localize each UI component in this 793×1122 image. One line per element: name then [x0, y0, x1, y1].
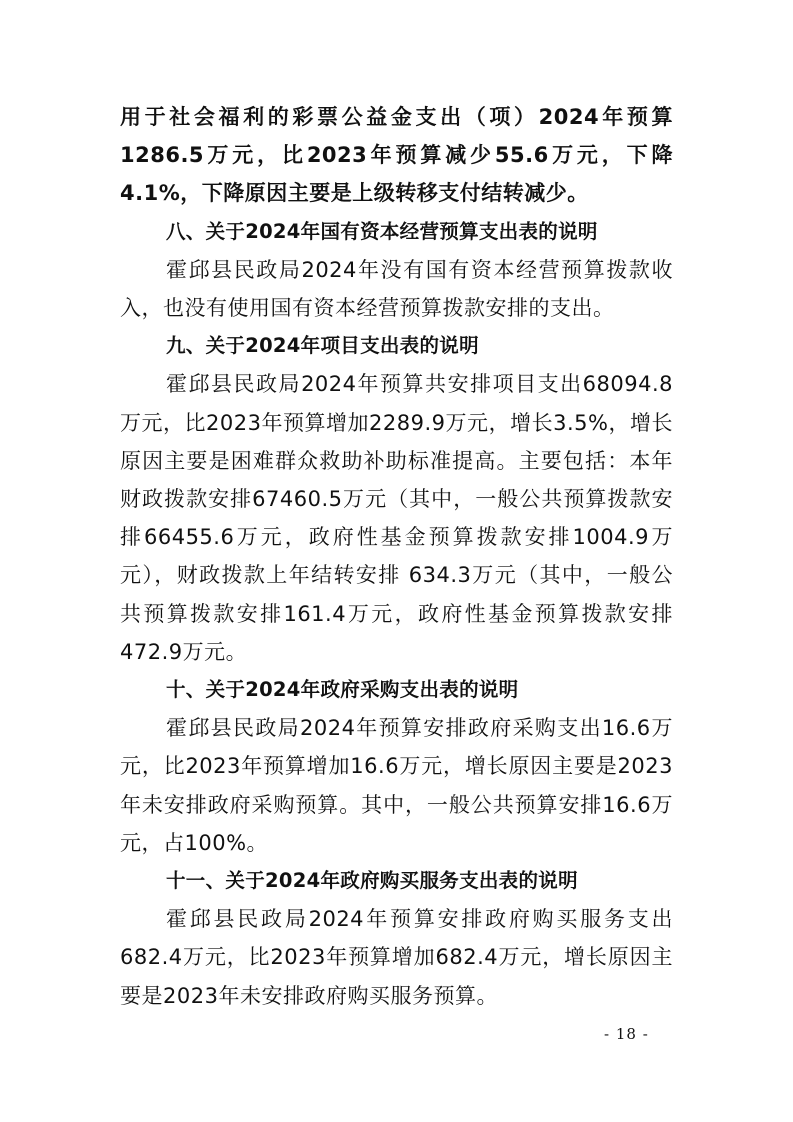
heading-section-10: 十、关于2024年政府采购支出表的说明	[166, 678, 519, 702]
paragraph-project-expenditure: 霍邱县民政局2024年预算共安排项目支出68094.8万元，比2023年预算增加2289.9万元，增长3.5%，增长原因主要是困难群众救助补助标准提高。主要包括：本年财政拨款安排67460.5万元（其中，一般公共预算拨款安排66455.6万元，政府性基金预算拨款安排1004.9万元），财政拨款上年结转安排 634.3万元（其中，一般公共预算拨款安排161.4万元，政府性基金预算拨款安排472.9万元。	[120, 372, 673, 664]
paragraph-service-purchase: 霍邱县民政局2024年预算安排政府购买服务支出682.4万元，比2023年预算增加682.4万元，增长原因主要是2023年未安排政府购买服务预算。	[120, 907, 673, 1008]
document-body	[120, 98, 673, 1015]
paragraph-state-capital: 霍邱县民政局2024年没有国有资本经营预算拨款收入，也没有使用国有资本经营预算拨款安排的支出。	[120, 257, 673, 321]
heading-section-8: 八、关于2024年国有资本经营预算支出表的说明	[166, 219, 598, 243]
paragraph-procurement: 霍邱县民政局2024年预算安排政府采购支出16.6万元，比2023年预算增加16.6万元，增长原因主要是2023年未安排政府采购预算。其中，一般公共预算安排16.6万元，占100%。	[120, 716, 673, 855]
heading-section-11: 十一、关于2024年政府购买服务支出表的说明	[166, 869, 578, 893]
page-number: - 18 -	[604, 1025, 649, 1043]
paragraph-lottery-welfare: 用于社会福利的彩票公益金支出（项）2024年预算1286.5万元，比2023年预算减少55.6万元，下降4.1%，下降原因主要是上级转移支付结转减少。	[120, 105, 673, 206]
heading-section-9: 九、关于2024年项目支出表的说明	[166, 334, 479, 358]
